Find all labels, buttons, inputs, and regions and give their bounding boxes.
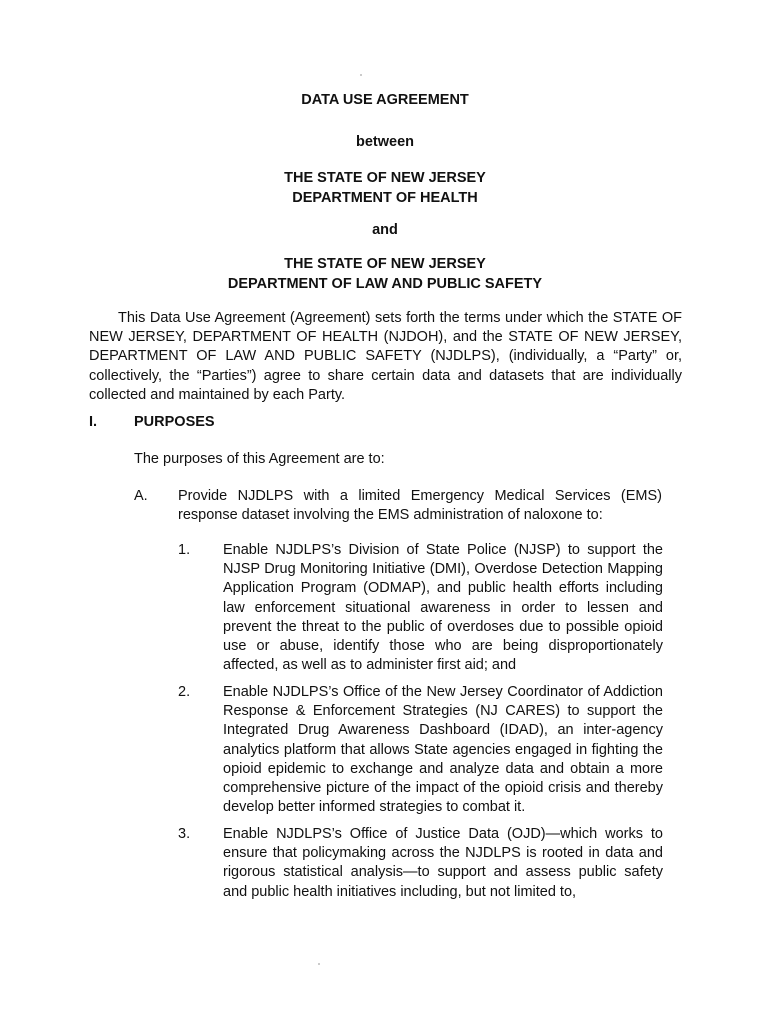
party-one-line-2: DEPARTMENT OF HEALTH: [292, 190, 478, 206]
subitem-3-label: 3.: [178, 826, 191, 842]
scan-speck: [360, 74, 362, 76]
party-two-line-2: DEPARTMENT OF LAW AND PUBLIC SAFETY: [227, 276, 543, 292]
scan-speck: [318, 963, 320, 965]
section-lead: The purposes of this Agreement are to:: [134, 451, 385, 467]
item-a-label: A.: [134, 488, 148, 504]
between-label: between: [355, 134, 414, 150]
subitem-2-text: Enable NJDLPS’s Office of the New Jersey Coordinator of Addiction Response & Enforcement Strategies (NJ CARES) to support the Integrated Drug Awareness Dashboard (IDAD), an inter-agency analytics platform that allows State agencies engaged in fighting the opioid epidemic to exchange and analyze data and obtain a more comprehensive picture of the impact of the opioid crisis and thereby develop better informed strategies to combat it.: [223, 684, 663, 816]
section-number: I.: [89, 414, 98, 430]
subitem-2-label: 2.: [178, 684, 191, 700]
section-title: PURPOSES: [134, 414, 215, 430]
party-two-line-1: THE STATE OF NEW JERSEY: [284, 256, 486, 272]
subitem-1-text: Enable NJDLPS’s Division of State Police (NJSP) to support the NJSP Drug Monitoring Initiative (DMI), Overdose Detection Mapping Application Program (ODMAP), and public health efforts including law enforcement situational awareness in order to lessen and prevent the threat to the public of overdoses due to possible opioid use or abuse, identify those who are being disproportionately affected, as well as to administer first aid; and: [223, 542, 663, 674]
party-two-heading: [0, 254, 770, 294]
subitem-1-label: 1.: [178, 542, 191, 558]
and-label: and: [372, 222, 398, 238]
intro-paragraph: This Data Use Agreement (Agreement) sets forth the terms under which the STATE OF NEW JERSEY, DEPARTMENT OF HEALTH (NJDOH), and the STATE OF NEW JERSEY, DEPARTMENT OF LAW AND PUBLIC SAFETY (NJDLPS), (individually, a “Party” or, collectively, the “Parties”) agree to share certain data and datasets that are individually collected and maintained by each Party.: [89, 310, 682, 403]
party-one-line-1: THE STATE OF NEW JERSEY: [284, 170, 486, 186]
item-a-text: Provide NJDLPS with a limited Emergency Medical Services (EMS) response dataset involving the EMS administration of naloxone to:: [178, 488, 662, 524]
subitem-3-text: Enable NJDLPS’s Office of Justice Data (OJD)—which works to ensure that policymaking across the NJDLPS is rooted in data and rigorous statistical analysis—to support and assess public safety and public health initiatives including, but not limited to,: [223, 826, 663, 900]
party-one-heading: [0, 168, 770, 208]
document-title: DATA USE AGREEMENT: [301, 92, 469, 108]
